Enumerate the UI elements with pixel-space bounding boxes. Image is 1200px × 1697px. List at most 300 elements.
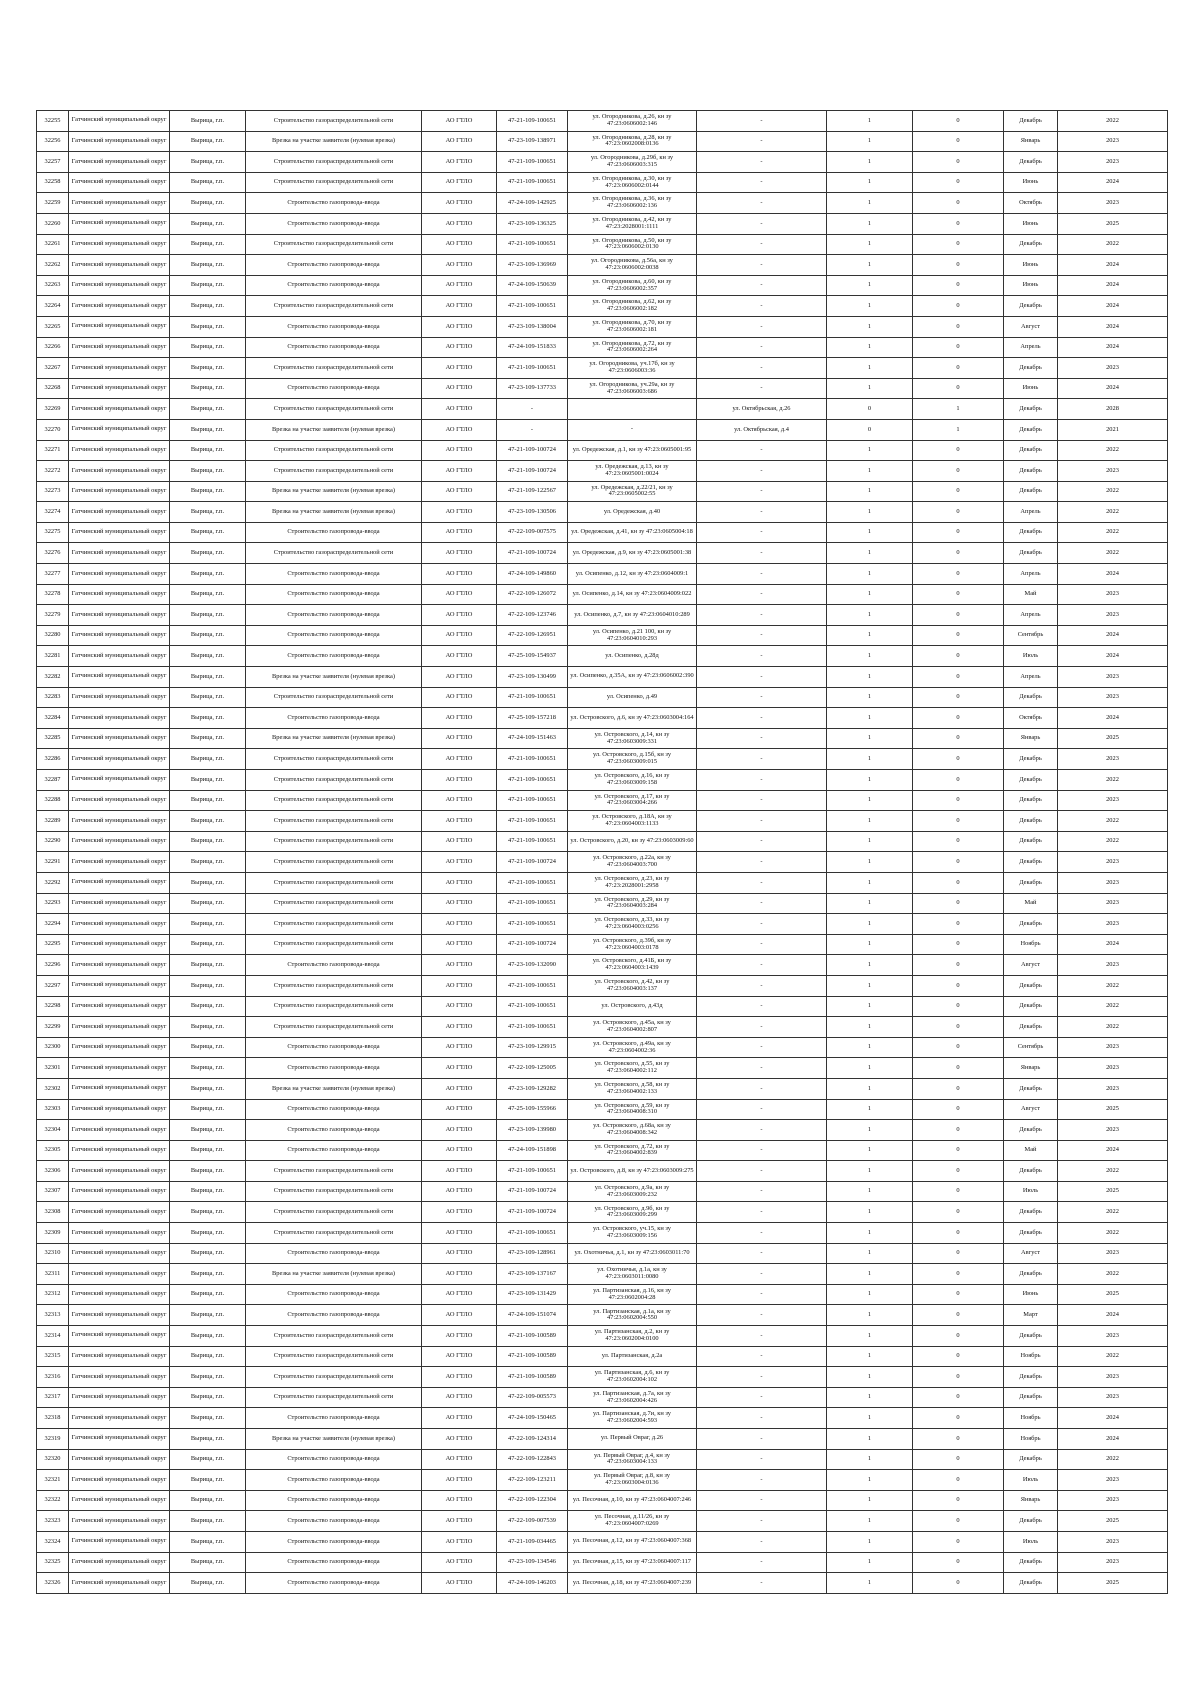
alt-address-cell: -	[697, 1140, 827, 1161]
contract-number-cell: 47-24-109-142925	[497, 193, 568, 214]
contract-number-cell: 47-21-109-100651	[497, 893, 568, 914]
row-number-cell: 32300	[37, 1037, 69, 1058]
flag-a-cell: 1	[827, 1161, 913, 1182]
year-cell: 2022	[1058, 770, 1168, 791]
organization-cell: АО ГТЛО	[422, 1017, 497, 1038]
table-row	[37, 1181, 1168, 1202]
flag-a-cell: 1	[827, 790, 913, 811]
month-cell: Январь	[1004, 1058, 1058, 1079]
row-number-cell: 32276	[37, 543, 69, 564]
alt-address-cell: -	[697, 1017, 827, 1038]
settlement-cell: Вырица, г.п.	[170, 605, 246, 626]
flag-b-cell: 0	[913, 1387, 1004, 1408]
row-number-cell: 32311	[37, 1264, 69, 1285]
settlement-cell: Вырица, г.п.	[170, 337, 246, 358]
alt-address-cell: -	[697, 1470, 827, 1491]
work-type-cell: Строительство газопровода-ввода	[246, 193, 422, 214]
year-cell: 2022	[1058, 1161, 1168, 1182]
work-type-cell: Врезка на участке заявителя (нулевая врезка)	[246, 1078, 422, 1099]
district-cell: Гатчинский муниципальный округ	[69, 872, 170, 893]
flag-a-cell: 1	[827, 1078, 913, 1099]
year-cell: 2022	[1058, 1017, 1168, 1038]
month-cell: Декабрь	[1004, 522, 1058, 543]
flag-a-cell: 1	[827, 811, 913, 832]
address-cadastral-cell: ул. Осипенко, д.21 100, кн зу 47:23:0604010:293	[568, 625, 697, 646]
settlement-cell: Вырица, г.п.	[170, 790, 246, 811]
year-cell: 2025	[1058, 728, 1168, 749]
settlement-cell: Вырица, г.п.	[170, 255, 246, 276]
flag-a-cell: 1	[827, 193, 913, 214]
district-cell: Гатчинский муниципальный округ	[69, 749, 170, 770]
flag-a-cell: 1	[827, 1181, 913, 1202]
contract-number-cell: 47-22-109-007539	[497, 1511, 568, 1532]
year-cell: 2024	[1058, 296, 1168, 317]
flag-b-cell: 0	[913, 708, 1004, 729]
alt-address-cell: -	[697, 378, 827, 399]
alt-address-cell: -	[697, 646, 827, 667]
row-number-cell: 32302	[37, 1078, 69, 1099]
flag-b-cell: 0	[913, 1223, 1004, 1244]
year-cell: 2023	[1058, 914, 1168, 935]
year-cell: 2024	[1058, 255, 1168, 276]
table-row	[37, 955, 1168, 976]
month-cell: Декабрь	[1004, 419, 1058, 440]
row-number-cell: 32299	[37, 1017, 69, 1038]
row-number-cell: 32322	[37, 1490, 69, 1511]
district-cell: Гатчинский муниципальный округ	[69, 1037, 170, 1058]
settlement-cell: Вырица, г.п.	[170, 852, 246, 873]
work-type-cell: Строительство газораспределительной сети	[246, 831, 422, 852]
district-cell: Гатчинский муниципальный округ	[69, 1326, 170, 1347]
table-row	[37, 1223, 1168, 1244]
row-number-cell: 32315	[37, 1346, 69, 1367]
contract-number-cell: 47-21-109-100651	[497, 790, 568, 811]
address-cadastral-cell: ул. Песочная, д.18, кн зу 47:23:0604007:239	[568, 1573, 697, 1594]
district-cell: Гатчинский муниципальный округ	[69, 255, 170, 276]
month-cell: Декабрь	[1004, 790, 1058, 811]
district-cell: Гатчинский муниципальный округ	[69, 1284, 170, 1305]
settlement-cell: Вырица, г.п.	[170, 914, 246, 935]
table-row	[37, 213, 1168, 234]
contract-number-cell: 47-23-109-130506	[497, 502, 568, 523]
alt-address-cell: -	[697, 1223, 827, 1244]
settlement-cell: Вырица, г.п.	[170, 1531, 246, 1552]
table-row	[37, 770, 1168, 791]
table-row	[37, 708, 1168, 729]
work-type-cell: Строительство газораспределительной сети	[246, 996, 422, 1017]
alt-address-cell: -	[697, 461, 827, 482]
work-type-cell: Строительство газораспределительной сети	[246, 1367, 422, 1388]
contract-number-cell: 47-22-109-123746	[497, 605, 568, 626]
district-cell: Гатчинский муниципальный округ	[69, 955, 170, 976]
month-cell: Декабрь	[1004, 914, 1058, 935]
flag-b-cell: 0	[913, 502, 1004, 523]
settlement-cell: Вырица, г.п.	[170, 893, 246, 914]
address-cadastral-cell: ул. Островского, д.42, кн зу 47:23:0604003:137	[568, 975, 697, 996]
month-cell: Декабрь	[1004, 461, 1058, 482]
address-cadastral-cell: ул. Огородникова, д.72, кн зу 47:23:0606002:264	[568, 337, 697, 358]
row-number-cell: 32266	[37, 337, 69, 358]
year-cell: 2024	[1058, 378, 1168, 399]
year-cell: 2022	[1058, 440, 1168, 461]
year-cell: 2024	[1058, 1305, 1168, 1326]
year-cell: 2021	[1058, 419, 1168, 440]
flag-b-cell: 0	[913, 1531, 1004, 1552]
row-number-cell: 32258	[37, 172, 69, 193]
settlement-cell: Вырица, г.п.	[170, 1140, 246, 1161]
district-cell: Гатчинский муниципальный округ	[69, 728, 170, 749]
organization-cell: АО ГТЛО	[422, 502, 497, 523]
contract-number-cell: 47-25-109-157218	[497, 708, 568, 729]
flag-a-cell: 1	[827, 440, 913, 461]
alt-address-cell: -	[697, 1078, 827, 1099]
settlement-cell: Вырица, г.п.	[170, 770, 246, 791]
address-cadastral-cell: -	[568, 419, 697, 440]
flag-b-cell: 0	[913, 955, 1004, 976]
year-cell: 2023	[1058, 852, 1168, 873]
organization-cell: АО ГТЛО	[422, 790, 497, 811]
contract-number-cell: 47-22-109-005573	[497, 1387, 568, 1408]
organization-cell: АО ГТЛО	[422, 193, 497, 214]
month-cell: Сентябрь	[1004, 625, 1058, 646]
contract-number-cell: 47-21-109-100651	[497, 872, 568, 893]
alt-address-cell: -	[697, 975, 827, 996]
address-cadastral-cell: ул. Оредежская, д.9, кн зу 47:23:0605001:38	[568, 543, 697, 564]
flag-b-cell: 0	[913, 152, 1004, 173]
settlement-cell: Вырица, г.п.	[170, 358, 246, 379]
contract-number-cell: 47-21-109-100651	[497, 811, 568, 832]
alt-address-cell: -	[697, 1264, 827, 1285]
row-number-cell: 32304	[37, 1120, 69, 1141]
flag-b-cell: 0	[913, 872, 1004, 893]
flag-a-cell: 1	[827, 1531, 913, 1552]
row-number-cell: 32287	[37, 770, 69, 791]
flag-b-cell: 0	[913, 584, 1004, 605]
row-number-cell: 32321	[37, 1470, 69, 1491]
contract-number-cell: 47-21-109-100651	[497, 111, 568, 132]
flag-b-cell: 1	[913, 399, 1004, 420]
settlement-cell: Вырица, г.п.	[170, 1305, 246, 1326]
year-cell: 2022	[1058, 811, 1168, 832]
district-cell: Гатчинский муниципальный округ	[69, 1140, 170, 1161]
flag-b-cell: 0	[913, 1573, 1004, 1594]
row-number-cell: 32282	[37, 667, 69, 688]
flag-a-cell: 1	[827, 1429, 913, 1450]
flag-b-cell: 0	[913, 1181, 1004, 1202]
row-number-cell: 32307	[37, 1181, 69, 1202]
table-row	[37, 1161, 1168, 1182]
month-cell: Апрель	[1004, 337, 1058, 358]
row-number-cell: 32268	[37, 378, 69, 399]
year-cell: 2023	[1058, 893, 1168, 914]
contract-number-cell: -	[497, 419, 568, 440]
work-type-cell: Строительство газораспределительной сети	[246, 296, 422, 317]
address-cadastral-cell: ул. Островского, д.9б, кн зу 47:23:0603009:299	[568, 1202, 697, 1223]
flag-a-cell: 1	[827, 996, 913, 1017]
year-cell: 2025	[1058, 1284, 1168, 1305]
year-cell: 2022	[1058, 522, 1168, 543]
alt-address-cell: -	[697, 914, 827, 935]
contract-number-cell: 47-21-109-034465	[497, 1531, 568, 1552]
district-cell: Гатчинский муниципальный округ	[69, 1305, 170, 1326]
work-type-cell: Строительство газопровода-ввода	[246, 378, 422, 399]
flag-a-cell: 1	[827, 461, 913, 482]
alt-address-cell: -	[697, 770, 827, 791]
alt-address-cell: -	[697, 1449, 827, 1470]
table-row	[37, 605, 1168, 626]
row-number-cell: 32283	[37, 687, 69, 708]
row-number-cell: 32320	[37, 1449, 69, 1470]
settlement-cell: Вырица, г.п.	[170, 667, 246, 688]
alt-address-cell: -	[697, 1346, 827, 1367]
organization-cell: АО ГТЛО	[422, 337, 497, 358]
year-cell: 2023	[1058, 1531, 1168, 1552]
district-cell: Гатчинский муниципальный округ	[69, 1387, 170, 1408]
table-row	[37, 1387, 1168, 1408]
address-cadastral-cell: ул. Островского, д.55, кн зу 47:23:0604002:112	[568, 1058, 697, 1079]
address-cadastral-cell: ул. Осипенко, д.7, кн зу 47:23:0604010:289	[568, 605, 697, 626]
address-cadastral-cell: ул. Островского, д.58, кн зу 47:23:0604002:133	[568, 1078, 697, 1099]
alt-address-cell: -	[697, 708, 827, 729]
month-cell: Декабрь	[1004, 1017, 1058, 1038]
settlement-cell: Вырица, г.п.	[170, 749, 246, 770]
contract-number-cell: 47-21-109-100651	[497, 831, 568, 852]
flag-b-cell: 0	[913, 625, 1004, 646]
work-type-cell: Врезка на участке заявителя (нулевая врезка)	[246, 131, 422, 152]
alt-address-cell: -	[697, 996, 827, 1017]
flag-a-cell: 1	[827, 358, 913, 379]
district-cell: Гатчинский муниципальный округ	[69, 234, 170, 255]
flag-a-cell: 1	[827, 1120, 913, 1141]
year-cell: 2023	[1058, 461, 1168, 482]
flag-b-cell: 0	[913, 831, 1004, 852]
flag-a-cell: 1	[827, 955, 913, 976]
flag-b-cell: 0	[913, 1449, 1004, 1470]
month-cell: Декабрь	[1004, 1573, 1058, 1594]
district-cell: Гатчинский муниципальный округ	[69, 399, 170, 420]
month-cell: Май	[1004, 584, 1058, 605]
district-cell: Гатчинский муниципальный округ	[69, 1470, 170, 1491]
district-cell: Гатчинский муниципальный округ	[69, 543, 170, 564]
contract-number-cell: 47-23-109-136325	[497, 213, 568, 234]
month-cell: Август	[1004, 1099, 1058, 1120]
row-number-cell: 32278	[37, 584, 69, 605]
row-number-cell: 32295	[37, 934, 69, 955]
flag-b-cell: 0	[913, 358, 1004, 379]
table-row	[37, 1120, 1168, 1141]
table-row	[37, 1429, 1168, 1450]
table-row	[37, 975, 1168, 996]
month-cell: Октябрь	[1004, 708, 1058, 729]
flag-b-cell: 0	[913, 1202, 1004, 1223]
settlement-cell: Вырица, г.п.	[170, 1367, 246, 1388]
settlement-cell: Вырица, г.п.	[170, 1573, 246, 1594]
month-cell: Декабрь	[1004, 234, 1058, 255]
table-row	[37, 584, 1168, 605]
year-cell: 2024	[1058, 316, 1168, 337]
alt-address-cell: -	[697, 1552, 827, 1573]
row-number-cell: 32280	[37, 625, 69, 646]
month-cell: Декабрь	[1004, 481, 1058, 502]
organization-cell: АО ГТЛО	[422, 1408, 497, 1429]
year-cell: 2022	[1058, 234, 1168, 255]
year-cell: 2022	[1058, 996, 1168, 1017]
flag-b-cell: 0	[913, 111, 1004, 132]
organization-cell: АО ГТЛО	[422, 1284, 497, 1305]
address-cadastral-cell: ул. Островского, д.9а, кн зу 47:23:0603009:232	[568, 1181, 697, 1202]
month-cell: Апрель	[1004, 605, 1058, 626]
month-cell: Декабрь	[1004, 1161, 1058, 1182]
flag-b-cell: 0	[913, 461, 1004, 482]
flag-b-cell: 0	[913, 1120, 1004, 1141]
table-row	[37, 1017, 1168, 1038]
table-row	[37, 193, 1168, 214]
table-row	[37, 1470, 1168, 1491]
table-row	[37, 419, 1168, 440]
month-cell: Июнь	[1004, 378, 1058, 399]
month-cell: Август	[1004, 316, 1058, 337]
settlement-cell: Вырица, г.п.	[170, 522, 246, 543]
flag-b-cell: 0	[913, 790, 1004, 811]
district-cell: Гатчинский муниципальный округ	[69, 770, 170, 791]
flag-b-cell: 0	[913, 667, 1004, 688]
flag-a-cell: 1	[827, 275, 913, 296]
table-row	[37, 1573, 1168, 1594]
contract-number-cell: 47-21-109-100651	[497, 914, 568, 935]
contract-number-cell: 47-23-109-129282	[497, 1078, 568, 1099]
work-type-cell: Врезка на участке заявителя (нулевая врезка)	[246, 728, 422, 749]
district-cell: Гатчинский муниципальный округ	[69, 1120, 170, 1141]
contract-number-cell: 47-21-109-100724	[497, 543, 568, 564]
address-cadastral-cell: ул. Огородникова, д.62, кн зу 47:23:0606002:182	[568, 296, 697, 317]
flag-b-cell: 0	[913, 1470, 1004, 1491]
organization-cell: АО ГТЛО	[422, 1387, 497, 1408]
flag-a-cell: 1	[827, 1223, 913, 1244]
address-cadastral-cell: ул. Огородникова, д.70, кн зу 47:23:0606002:181	[568, 316, 697, 337]
flag-b-cell: 0	[913, 1408, 1004, 1429]
organization-cell: АО ГТЛО	[422, 419, 497, 440]
organization-cell: АО ГТЛО	[422, 316, 497, 337]
work-type-cell: Строительство газопровода-ввода	[246, 1099, 422, 1120]
year-cell: 2023	[1058, 1367, 1168, 1388]
settlement-cell: Вырица, г.п.	[170, 1264, 246, 1285]
work-type-cell: Строительство газопровода-ввода	[246, 1243, 422, 1264]
settlement-cell: Вырица, г.п.	[170, 1243, 246, 1264]
work-type-cell: Строительство газопровода-ввода	[246, 564, 422, 585]
settlement-cell: Вырица, г.п.	[170, 543, 246, 564]
settlement-cell: Вырица, г.п.	[170, 1449, 246, 1470]
year-cell: 2024	[1058, 1429, 1168, 1450]
year-cell: 2022	[1058, 1449, 1168, 1470]
address-cadastral-cell: ул. Огородникова, д.50, кн зу 47:23:0606002:0130	[568, 234, 697, 255]
alt-address-cell: -	[697, 1037, 827, 1058]
alt-address-cell: -	[697, 1511, 827, 1532]
district-cell: Гатчинский муниципальный округ	[69, 667, 170, 688]
flag-a-cell: 1	[827, 522, 913, 543]
flag-a-cell: 1	[827, 1511, 913, 1532]
table-row	[37, 399, 1168, 420]
address-cadastral-cell: ул. Островского, д.16, кн зу 47:23:0603009:158	[568, 770, 697, 791]
settlement-cell: Вырица, г.п.	[170, 111, 246, 132]
table-row	[37, 255, 1168, 276]
year-cell: 2022	[1058, 481, 1168, 502]
table-row	[37, 358, 1168, 379]
address-cadastral-cell: ул. Первый Овраг, д.8, кн зу 47:23:0603004:0136	[568, 1470, 697, 1491]
district-cell: Гатчинский муниципальный округ	[69, 1408, 170, 1429]
row-number-cell: 32316	[37, 1367, 69, 1388]
month-cell: Июль	[1004, 1470, 1058, 1491]
contract-number-cell: 47-21-109-100651	[497, 172, 568, 193]
month-cell: Декабрь	[1004, 1367, 1058, 1388]
year-cell: 2023	[1058, 790, 1168, 811]
work-type-cell: Строительство газопровода-ввода	[246, 522, 422, 543]
address-cadastral-cell: ул. Осипенко, д.49	[568, 687, 697, 708]
year-cell: 2022	[1058, 831, 1168, 852]
address-cadastral-cell: ул. Партизанская, д.7а, кн зу 47:23:0602004:426	[568, 1387, 697, 1408]
row-number-cell: 32260	[37, 213, 69, 234]
year-cell: 2023	[1058, 1078, 1168, 1099]
district-cell: Гатчинский муниципальный округ	[69, 131, 170, 152]
row-number-cell: 32256	[37, 131, 69, 152]
address-cadastral-cell: ул. Огородникова, уч.17б, кн зу 47:23:0606003:36	[568, 358, 697, 379]
organization-cell: АО ГТЛО	[422, 625, 497, 646]
row-number-cell: 32271	[37, 440, 69, 461]
organization-cell: АО ГТЛО	[422, 543, 497, 564]
organization-cell: АО ГТЛО	[422, 131, 497, 152]
year-cell: 2023	[1058, 1243, 1168, 1264]
settlement-cell: Вырица, г.п.	[170, 934, 246, 955]
alt-address-cell: -	[697, 1099, 827, 1120]
alt-address-cell: -	[697, 543, 827, 564]
flag-a-cell: 0	[827, 399, 913, 420]
year-cell: 2022	[1058, 1223, 1168, 1244]
organization-cell: АО ГТЛО	[422, 1264, 497, 1285]
settlement-cell: Вырица, г.п.	[170, 1408, 246, 1429]
table-row	[37, 1511, 1168, 1532]
work-type-cell: Строительство газопровода-ввода	[246, 275, 422, 296]
work-type-cell: Строительство газопровода-ввода	[246, 1449, 422, 1470]
row-number-cell: 32296	[37, 955, 69, 976]
year-cell: 2024	[1058, 646, 1168, 667]
address-cadastral-cell: ул. Партизанская, д.7и, кн зу 47:23:0602004:593	[568, 1408, 697, 1429]
contract-number-cell: 47-22-109-122304	[497, 1490, 568, 1511]
flag-a-cell: 1	[827, 131, 913, 152]
flag-b-cell: 0	[913, 296, 1004, 317]
flag-b-cell: 0	[913, 1346, 1004, 1367]
alt-address-cell: -	[697, 255, 827, 276]
district-cell: Гатчинский муниципальный округ	[69, 790, 170, 811]
address-cadastral-cell: ул. Оредежская, д.40	[568, 502, 697, 523]
month-cell: Апрель	[1004, 502, 1058, 523]
table-row	[37, 275, 1168, 296]
table-row	[37, 1202, 1168, 1223]
address-cadastral-cell: ул. Островского, д.72, кн зу 47:23:0604002:839	[568, 1140, 697, 1161]
alt-address-cell: -	[697, 872, 827, 893]
organization-cell: АО ГТЛО	[422, 584, 497, 605]
year-cell: 2022	[1058, 975, 1168, 996]
organization-cell: АО ГТЛО	[422, 1470, 497, 1491]
settlement-cell: Вырица, г.п.	[170, 646, 246, 667]
flag-a-cell: 1	[827, 1387, 913, 1408]
work-type-cell: Строительство газопровода-ввода	[246, 1120, 422, 1141]
row-number-cell: 32272	[37, 461, 69, 482]
organization-cell: АО ГТЛО	[422, 1511, 497, 1532]
contract-number-cell: 47-23-109-136969	[497, 255, 568, 276]
district-cell: Гатчинский муниципальный округ	[69, 481, 170, 502]
address-cadastral-cell: ул. Песочная, д.11/26, кн зу 47:23:0604007:0269	[568, 1511, 697, 1532]
organization-cell: АО ГТЛО	[422, 481, 497, 502]
organization-cell: АО ГТЛО	[422, 687, 497, 708]
